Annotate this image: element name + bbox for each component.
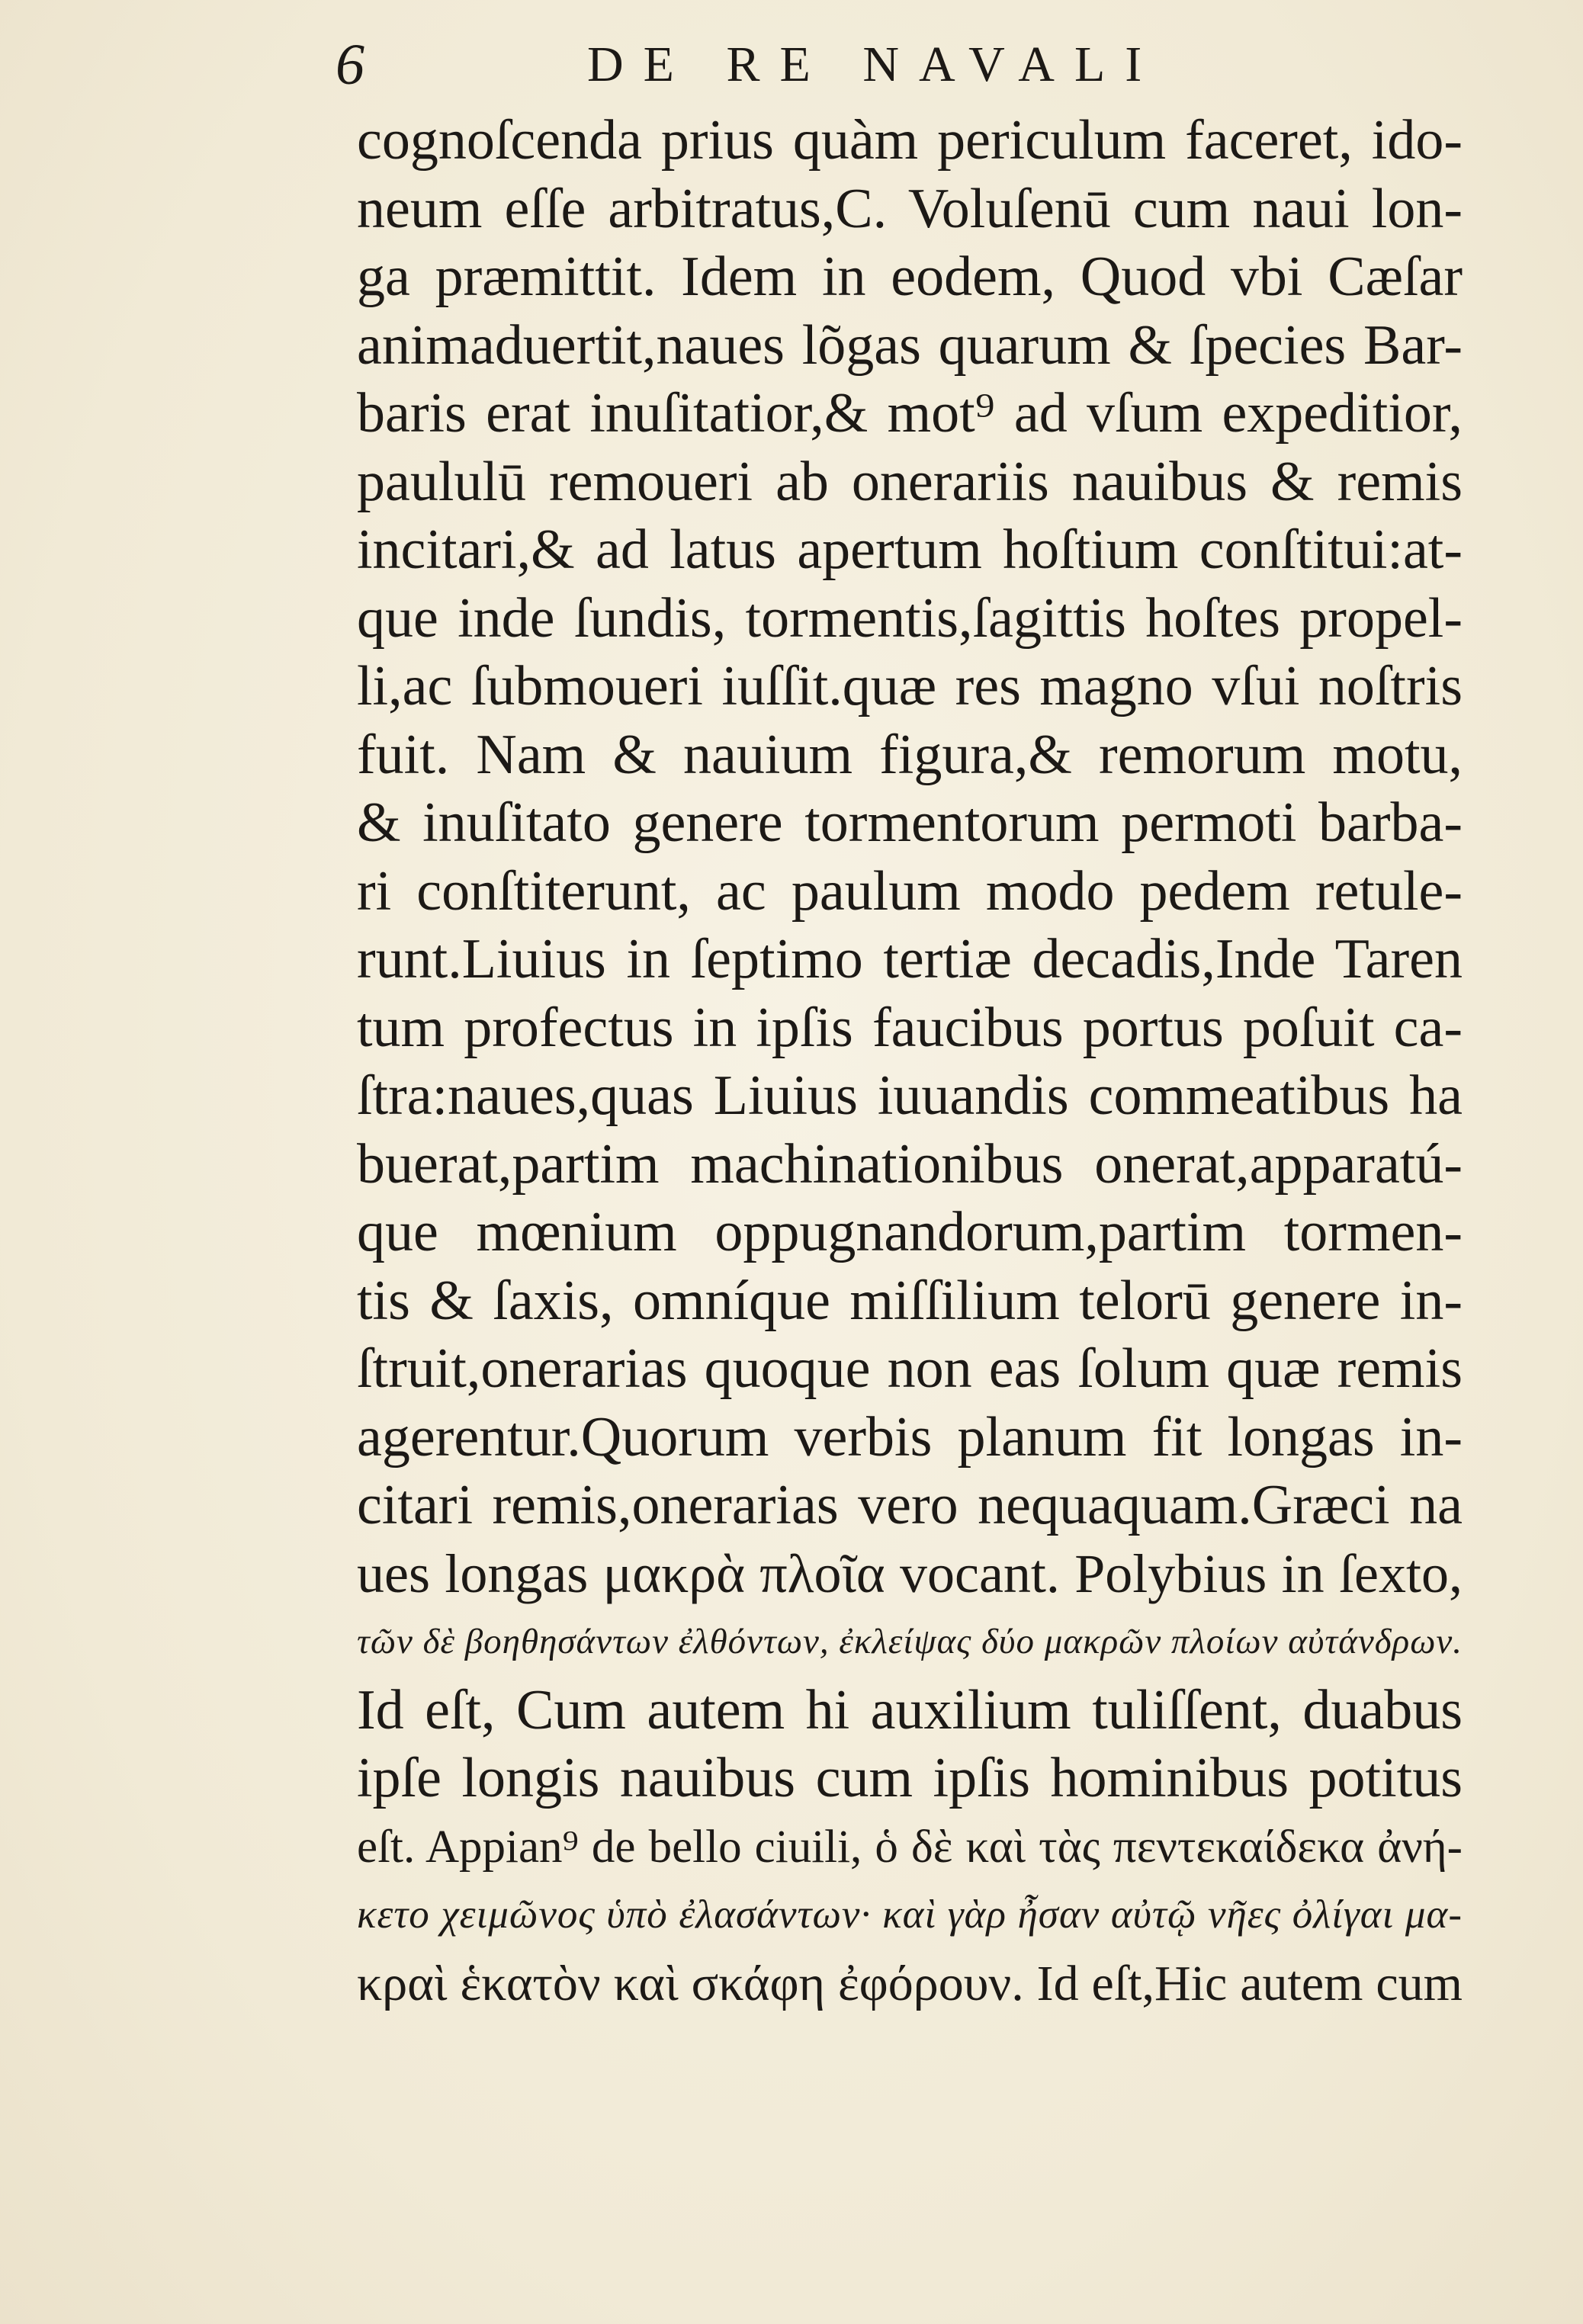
text-line: κραὶ ἑκατὸν καὶ σκάφη ἐφόρουν. Id eſt,Hic autem cum [357, 1955, 1463, 2011]
text-line: cognoſcenda prius quàm periculum faceret, ido- [357, 109, 1463, 172]
greek-text-line: κετο χειμῶνος ὑπὸ ἐλασάντων· καὶ γὰρ ἦσαν αὐτῷ νῆες ὀλίγαι μα- [357, 1892, 1463, 1937]
text-line: ues longas μακρὰ πλοῖα vocant. Polybius in ſexto, [357, 1542, 1463, 1604]
text-line: incitari,& ad latus apertum hoſtium conſtitui:at- [357, 518, 1463, 581]
text-line: buerat,partim machinationibus onerat,apparatú- [357, 1132, 1463, 1196]
text-line: ipſe longis nauibus cum ipſis hominibus potitus [357, 1747, 1463, 1809]
text-line: li,ac ſubmoueri iuſſit.quæ res magno vſui noſtris [357, 655, 1463, 717]
text-line: tum profectus in ipſis faucibus portus poſuit ca- [357, 996, 1463, 1059]
text-line: Id eſt, Cum autem hi auxilium tuliſſent, duabus [357, 1678, 1463, 1741]
text-line: que mœnium oppugnandorum,partim tormen- [357, 1201, 1463, 1263]
body-text [357, 107, 1463, 2017]
text-line: fuit. Nam & nauium figura,& remorum motu, [357, 723, 1463, 786]
text-line: que inde ſundis, tormentis,ſagittis hoſtes propel- [357, 586, 1463, 650]
text-line: eſt. Appian⁹ de bello ciuili, ὁ δὲ καὶ τὰς πεντεκαίδεκα ἀνή- [357, 1821, 1463, 1873]
page-number: 6 [336, 33, 364, 97]
greek-text-line: τῶν δὲ βοηθησάντων ἐλθόντων, ἐκλείψας δύο μακρῶν πλοίων αὐτάνδρων. [357, 1622, 1463, 1661]
text-line: runt.Liuius in ſeptimo tertiæ decadis,Inde Taren [357, 928, 1463, 990]
page-header [336, 30, 1479, 99]
text-line: ſtra:naues,quas Liuius iuuandis commeatibus ha [357, 1064, 1463, 1127]
running-head: DE RE NAVALI [587, 37, 1162, 92]
text-line: baris erat inuſitatior,& mot⁹ ad vſum expeditior, [357, 382, 1463, 445]
text-line: & inuſitato genere tormentorum permoti barba- [357, 791, 1463, 854]
text-line: ri conſtiterunt, ac paulum modo pedem retule- [357, 859, 1463, 923]
text-line: paululū remoueri ab onerariis nauibus & remis [357, 450, 1463, 513]
text-line: animaduertit,naues lõgas quarum & ſpecies Bar- [357, 313, 1463, 377]
text-line: tis & ſaxis, omníque miſſilium telorū genere in- [357, 1269, 1463, 1332]
text-line: agerentur.Quorum verbis planum fit longas in- [357, 1405, 1463, 1469]
text-line: neum eſſe arbitratus,C. Voluſenū cum naui lon- [357, 177, 1463, 240]
text-line: ga præmittit. Idem in eodem, Quod vbi Cæſar [357, 246, 1463, 308]
text-line: ſtruit,onerarias quoque non eas ſolum quæ remis [357, 1337, 1463, 1400]
text-line: citari remis,onerarias vero nequaquam.Græci na [357, 1474, 1463, 1536]
